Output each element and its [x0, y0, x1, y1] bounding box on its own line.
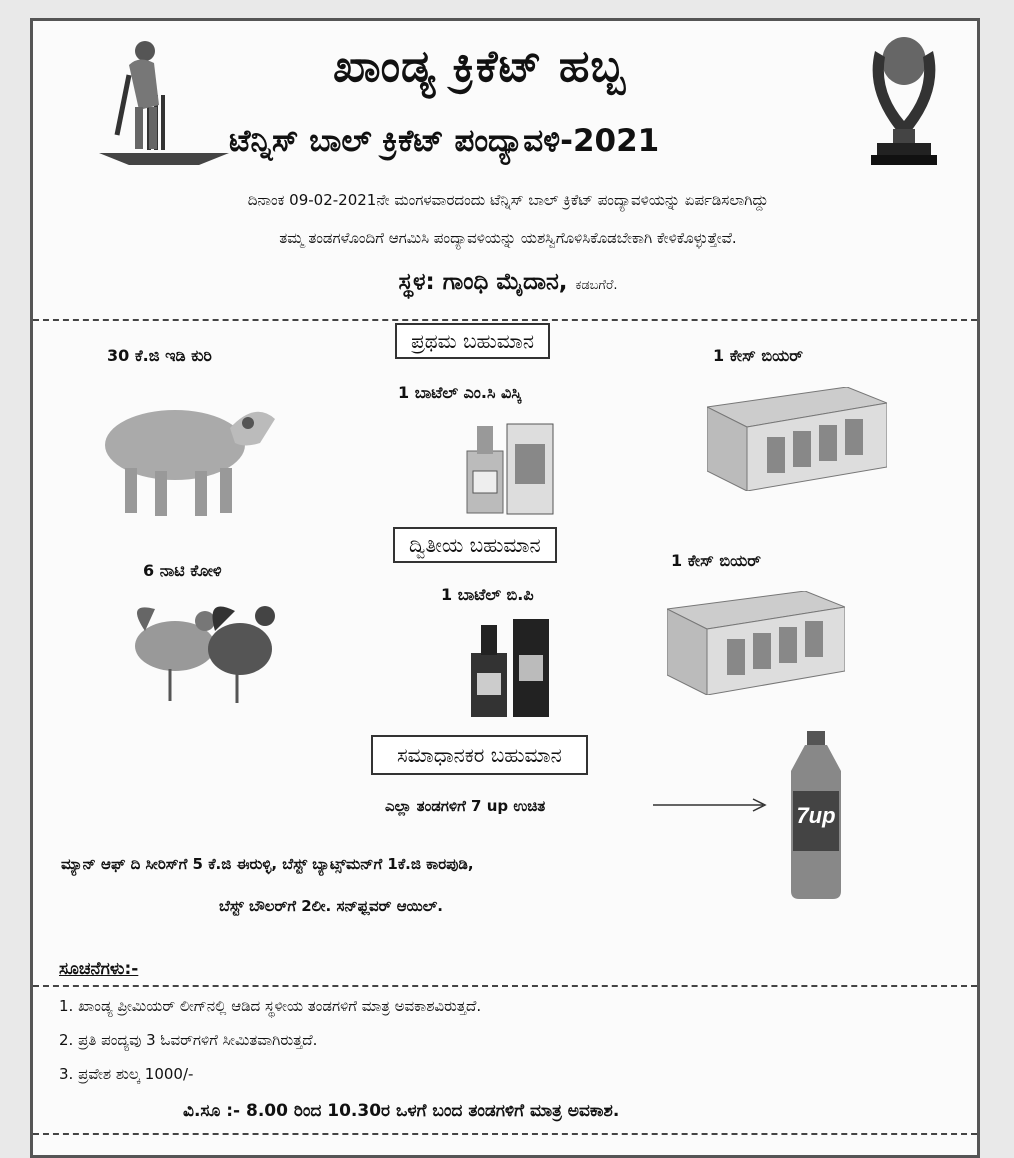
divider-bottom: [33, 1133, 977, 1135]
consolation-prize-text: ಎಲ್ಲಾ ತಂಡಗಳಿಗೆ 7 up ಉಚಿತ: [385, 797, 546, 815]
poster-subtitle: ಟೆನ್ನಿಸ್ ಬಾಲ್ ಕ್ರಿಕೆಟ್ ಪಂದ್ಯಾವಳಿ-2021: [229, 123, 660, 159]
7up-bottle-image: [783, 731, 849, 901]
divider-rules: [33, 985, 977, 987]
awards-line-2: ಬೆಸ್ಟ್ ಬೌಲರ್‌ಗೆ 2ಲೀ. ಸನ್‌ಫ್ಲವರ್ ಆಯಿಲ್.: [219, 897, 443, 915]
chickens-image: [125, 591, 285, 706]
intro-line-1: ದಿನಾಂಕ 09-02-2021ನೇ ಮಂಗಳವಾರದಂದು ಟೆನ್ನಿಸ್ ಬಾಲ್ ಕ್ರಿಕೆಟ್ ಪಂದ್ಯಾವಳಿಯನ್ನು ಏರ್ಪಡಿಸಲಾಗಿದ್ದು: [247, 191, 769, 209]
beer-case-image-1: [707, 387, 887, 491]
consolation-prize-heading: ಸಮಾಧಾನಕರ ಬಹುಮಾನ: [371, 735, 588, 775]
second-prize-left-label: 6 ನಾಟಿ ಕೋಳಿ: [143, 561, 222, 580]
first-prize-right-label: 1 ಕೇಸ್ ಬಿಯರ್: [713, 346, 803, 365]
second-prize-heading: ದ್ವಿತೀಯ ಬಹುಮಾನ: [393, 527, 557, 563]
poster-sheet: [30, 18, 980, 1158]
divider-top: [33, 319, 977, 321]
rules-heading: ಸೂಚನೆಗಳು:-: [59, 959, 139, 979]
trophy-icon: [863, 31, 945, 171]
first-prize-center-label: 1 ಬಾಟೆಲ್ ಎಂ.ಸಿ ವಿಸ್ಕಿ: [398, 383, 522, 402]
beer-case-image-2: [667, 591, 845, 695]
awards-line-1: ಮ್ಯಾನ್ ಆಫ್ ದಿ ಸೀರಿಸ್‌ಗೆ 5 ಕೆ.ಜಿ ಈರುಳ್ಳಿ, ಬೆಸ್ಟ್ ಬ್ಯಾಟ್ಸ್‌ಮನ್‌ಗೆ 1ಕೆ.ಜಿ ಕಾರಪುಡಿ,: [61, 855, 474, 873]
second-prize-center-label: 1 ಬಾಟೆಲ್ ಬಿ.ಪಿ: [441, 585, 534, 604]
first-prize-heading: ಪ್ರಥಮ ಬಹುಮಾನ: [395, 323, 550, 359]
rule-item-1: 1. ಖಾಂಡ್ಯ ಪ್ರೀಮಿಯರ್ ಲೀಗ್‌ನಲ್ಲಿ ಆಡಿದ ಸ್ಥಳೀಯ ತಂಡಗಳಿಗೆ ಮಾತ್ರ ಅವಕಾಶವಿರುತ್ತದೆ.: [59, 997, 482, 1015]
sheep-image: [95, 383, 285, 523]
venue-town: ಕಡಬಗೆರೆ.: [575, 278, 618, 293]
rules-note: ವಿ.ಸೂ :- 8.00 ರಿಂದ 10.30ರ ಒಳಗೆ ಬಂದ ತಂಡಗಳಿಗೆ ಮಾತ್ರ ಅವಕಾಶ.: [183, 1101, 620, 1121]
cricketer-illustration: [99, 35, 229, 170]
whisky-bottles-image: [465, 416, 557, 516]
arrow-right-icon: [653, 797, 771, 813]
rule-item-2: 2. ಪ್ರತಿ ಪಂದ್ಯವು 3 ಓವರ್‌ಗಳಿಗೆ ಸೀಮಿತವಾಗಿರುತ್ತದೆ.: [59, 1031, 318, 1049]
venue: [33, 269, 983, 295]
second-prize-right-label: 1 ಕೇಸ್ ಬಿಯರ್: [671, 551, 761, 570]
bp-bottles-image: [469, 615, 553, 719]
rule-item-3: 3. ಪ್ರವೇಶ ಶುಲ್ಕ 1000/-: [59, 1065, 194, 1083]
first-prize-left-label: 30 ಕೆ.ಜಿ ಇಡಿ ಕುರಿ: [107, 346, 212, 365]
venue-label: ಸ್ಥಳ: ಗಾಂಧಿ ಮೈದಾನ,: [398, 269, 568, 295]
intro-line-2: ತಮ್ಮ ತಂಡಗಳೊಂದಿಗೆ ಆಗಮಿಸಿ ಪಂದ್ಯಾವಳಿಯನ್ನು ಯಶಸ್ವಿಗೊಳಿಸಿಕೊಡಬೇಕಾಗಿ ಕೇಳಿಕೊಳ್ಳುತ್ತೇವೆ.: [279, 229, 737, 247]
7up-bottle-label: 7up: [796, 803, 836, 828]
poster-title: ಖಾಂಡ್ಯ ಕ್ರಿಕೆಟ್ ಹಬ್ಬ: [333, 41, 627, 92]
